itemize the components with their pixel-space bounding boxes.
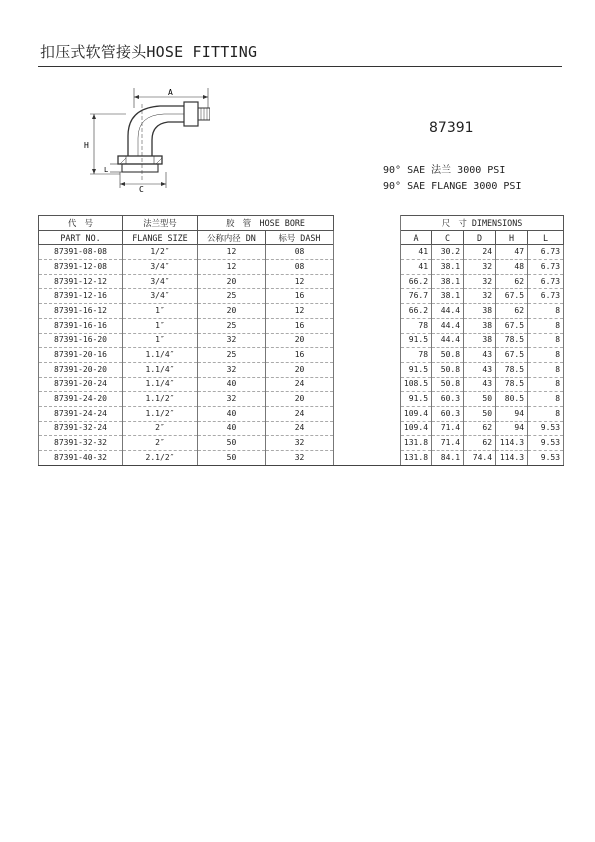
cell-d: 38 [464, 318, 496, 333]
cell-l: 9.53 [528, 436, 564, 451]
cell-spacer [334, 274, 401, 289]
cell-c: 38.1 [432, 289, 464, 304]
cell-dn: 40 [198, 421, 266, 436]
cell-d: 62 [464, 421, 496, 436]
cell-h: 114.3 [496, 451, 528, 466]
cell-flange: 1″ [123, 333, 198, 348]
cell-flange: 1.1/2″ [123, 392, 198, 407]
cell-c: 44.4 [432, 333, 464, 348]
cell-dash: 32 [266, 451, 334, 466]
cell-part: 87391-20-16 [39, 348, 123, 363]
cell-dn: 40 [198, 377, 266, 392]
cell-dash: 20 [266, 333, 334, 348]
dim-label-l: L [104, 166, 109, 174]
cell-d: 24 [464, 245, 496, 260]
cell-part: 87391-12-08 [39, 260, 123, 275]
cell-a: 131.8 [401, 436, 432, 451]
cell-dash: 20 [266, 392, 334, 407]
cell-dash: 16 [266, 348, 334, 363]
cell-flange: 1/2″ [123, 245, 198, 260]
cell-c: 71.4 [432, 436, 464, 451]
cell-dash: 16 [266, 318, 334, 333]
cell-c: 30.2 [432, 245, 464, 260]
cell-a: 66.2 [401, 304, 432, 319]
header-hose-bore: 胶 管 HOSE BORE [198, 216, 334, 231]
cell-h: 48 [496, 260, 528, 275]
cell-flange: 1.1/4″ [123, 362, 198, 377]
cell-c: 44.4 [432, 318, 464, 333]
cell-h: 78.5 [496, 377, 528, 392]
cell-spacer [334, 289, 401, 304]
cell-dn: 12 [198, 245, 266, 260]
cell-part: 87391-20-24 [39, 377, 123, 392]
cell-part: 87391-32-24 [39, 421, 123, 436]
cell-c: 50.8 [432, 377, 464, 392]
cell-part: 87391-24-20 [39, 392, 123, 407]
cell-h: 78.5 [496, 333, 528, 348]
cell-a: 91.5 [401, 392, 432, 407]
cell-dn: 25 [198, 348, 266, 363]
cell-l: 8 [528, 362, 564, 377]
cell-dn: 32 [198, 333, 266, 348]
header-part-en: PART NO. [39, 230, 123, 245]
table-row [39, 304, 564, 319]
table-row [39, 451, 564, 466]
cell-dash: 24 [266, 377, 334, 392]
cell-c: 50.8 [432, 362, 464, 377]
cell-l: 8 [528, 304, 564, 319]
cell-dn: 50 [198, 436, 266, 451]
cell-flange: 2″ [123, 421, 198, 436]
cell-dn: 20 [198, 304, 266, 319]
cell-spacer [334, 333, 401, 348]
cell-dash: 32 [266, 436, 334, 451]
cell-l: 6.73 [528, 245, 564, 260]
cell-dash: 24 [266, 406, 334, 421]
table-row [39, 377, 564, 392]
cell-d: 50 [464, 406, 496, 421]
cell-dash: 08 [266, 260, 334, 275]
title-divider [38, 66, 562, 67]
header-part-cn: 代 号 [39, 216, 123, 231]
cell-dn: 32 [198, 362, 266, 377]
cell-dn: 40 [198, 406, 266, 421]
product-part-number: 87391 [429, 120, 474, 136]
header-dim-h: H [496, 230, 528, 245]
cell-l: 8 [528, 318, 564, 333]
spec-table [38, 215, 564, 466]
cell-dash: 12 [266, 274, 334, 289]
cell-h: 67.5 [496, 289, 528, 304]
dim-label-a: A [168, 88, 173, 97]
cell-h: 62 [496, 274, 528, 289]
header-dim-a: A [401, 230, 432, 245]
header-dash: 标号 DASH [266, 230, 334, 245]
cell-l: 6.73 [528, 289, 564, 304]
cell-a: 41 [401, 260, 432, 275]
cell-h: 47 [496, 245, 528, 260]
cell-c: 44.4 [432, 304, 464, 319]
cell-c: 60.3 [432, 406, 464, 421]
header-flange-en: FLANGE SIZE [123, 230, 198, 245]
cell-h: 94 [496, 406, 528, 421]
header-dimensions: 尺 寸 DIMENSIONS [401, 216, 564, 231]
page-title: 扣压式软管接头HOSE FITTING [40, 43, 258, 61]
table-row [39, 436, 564, 451]
cell-d: 32 [464, 289, 496, 304]
cell-dash: 16 [266, 289, 334, 304]
cell-d: 38 [464, 304, 496, 319]
cell-d: 38 [464, 333, 496, 348]
table-row [39, 392, 564, 407]
cell-d: 43 [464, 362, 496, 377]
cell-flange: 1″ [123, 318, 198, 333]
cell-c: 71.4 [432, 421, 464, 436]
cell-dash: 24 [266, 421, 334, 436]
cell-flange: 3/4″ [123, 289, 198, 304]
cell-a: 108.5 [401, 377, 432, 392]
cell-flange: 1.1/2″ [123, 406, 198, 421]
cell-l: 8 [528, 377, 564, 392]
cell-d: 43 [464, 377, 496, 392]
cell-l: 9.53 [528, 421, 564, 436]
table-row [39, 260, 564, 275]
table-row [39, 406, 564, 421]
cell-h: 80.5 [496, 392, 528, 407]
cell-a: 91.5 [401, 362, 432, 377]
cell-dash: 20 [266, 362, 334, 377]
product-spec-en: 90° SAE FLANGE 3000 PSI [383, 181, 522, 192]
cell-part: 87391-16-12 [39, 304, 123, 319]
cell-spacer [334, 421, 401, 436]
cell-d: 50 [464, 392, 496, 407]
cell-l: 6.73 [528, 274, 564, 289]
cell-part: 87391-40-32 [39, 451, 123, 466]
cell-h: 94 [496, 421, 528, 436]
cell-a: 78 [401, 318, 432, 333]
cell-flange: 3/4″ [123, 260, 198, 275]
product-spec-cn: 90° SAE 法兰 3000 PSI [383, 165, 506, 176]
fitting-drawing [80, 84, 210, 194]
dim-label-c: C [139, 185, 144, 194]
cell-spacer [334, 245, 401, 260]
cell-dn: 25 [198, 318, 266, 333]
cell-c: 84.1 [432, 451, 464, 466]
cell-dn: 20 [198, 274, 266, 289]
cell-a: 131.8 [401, 451, 432, 466]
cell-spacer [334, 406, 401, 421]
cell-c: 50.8 [432, 348, 464, 363]
cell-part: 87391-32-32 [39, 436, 123, 451]
cell-part: 87391-20-20 [39, 362, 123, 377]
header-dim-c: C [432, 230, 464, 245]
header-dn: 公称内径 DN [198, 230, 266, 245]
cell-a: 91.5 [401, 333, 432, 348]
cell-spacer [334, 260, 401, 275]
cell-a: 78 [401, 348, 432, 363]
header-spacer [334, 216, 401, 245]
cell-l: 8 [528, 333, 564, 348]
cell-spacer [334, 436, 401, 451]
cell-spacer [334, 362, 401, 377]
cell-c: 60.3 [432, 392, 464, 407]
dim-label-h: H [84, 141, 89, 150]
cell-a: 76.7 [401, 289, 432, 304]
table-row [39, 362, 564, 377]
table-row [39, 333, 564, 348]
cell-a: 109.4 [401, 421, 432, 436]
table-row [39, 318, 564, 333]
cell-h: 62 [496, 304, 528, 319]
cell-part: 87391-12-16 [39, 289, 123, 304]
cell-part: 87391-16-20 [39, 333, 123, 348]
cell-spacer [334, 348, 401, 363]
cell-part: 87391-12-12 [39, 274, 123, 289]
cell-a: 41 [401, 245, 432, 260]
cell-dn: 50 [198, 451, 266, 466]
cell-dn: 32 [198, 392, 266, 407]
cell-h: 67.5 [496, 318, 528, 333]
cell-spacer [334, 392, 401, 407]
header-dim-d: D [464, 230, 496, 245]
cell-dn: 12 [198, 260, 266, 275]
cell-a: 109.4 [401, 406, 432, 421]
cell-dash: 12 [266, 304, 334, 319]
cell-flange: 2″ [123, 436, 198, 451]
cell-c: 38.1 [432, 260, 464, 275]
header-flange-cn: 法兰型号 [123, 216, 198, 231]
cell-l: 6.73 [528, 260, 564, 275]
cell-spacer [334, 451, 401, 466]
cell-l: 8 [528, 406, 564, 421]
cell-part: 87391-24-24 [39, 406, 123, 421]
cell-flange: 1″ [123, 304, 198, 319]
table-row [39, 348, 564, 363]
table-row [39, 289, 564, 304]
cell-d: 43 [464, 348, 496, 363]
table-row [39, 245, 564, 260]
cell-l: 8 [528, 392, 564, 407]
cell-l: 8 [528, 348, 564, 363]
cell-h: 114.3 [496, 436, 528, 451]
cell-h: 67.5 [496, 348, 528, 363]
cell-a: 66.2 [401, 274, 432, 289]
cell-spacer [334, 304, 401, 319]
cell-d: 32 [464, 260, 496, 275]
cell-dn: 25 [198, 289, 266, 304]
cell-flange: 3/4″ [123, 274, 198, 289]
cell-flange: 2.1/2″ [123, 451, 198, 466]
cell-spacer [334, 377, 401, 392]
table-row [39, 421, 564, 436]
cell-l: 9.53 [528, 451, 564, 466]
cell-c: 38.1 [432, 274, 464, 289]
cell-d: 32 [464, 274, 496, 289]
cell-part: 87391-08-08 [39, 245, 123, 260]
cell-flange: 1.1/4″ [123, 377, 198, 392]
cell-d: 74.4 [464, 451, 496, 466]
cell-part: 87391-16-16 [39, 318, 123, 333]
cell-h: 78.5 [496, 362, 528, 377]
cell-flange: 1.1/4″ [123, 348, 198, 363]
cell-dash: 08 [266, 245, 334, 260]
header-dim-l: L [528, 230, 564, 245]
cell-spacer [334, 318, 401, 333]
table-row [39, 274, 564, 289]
cell-d: 62 [464, 436, 496, 451]
